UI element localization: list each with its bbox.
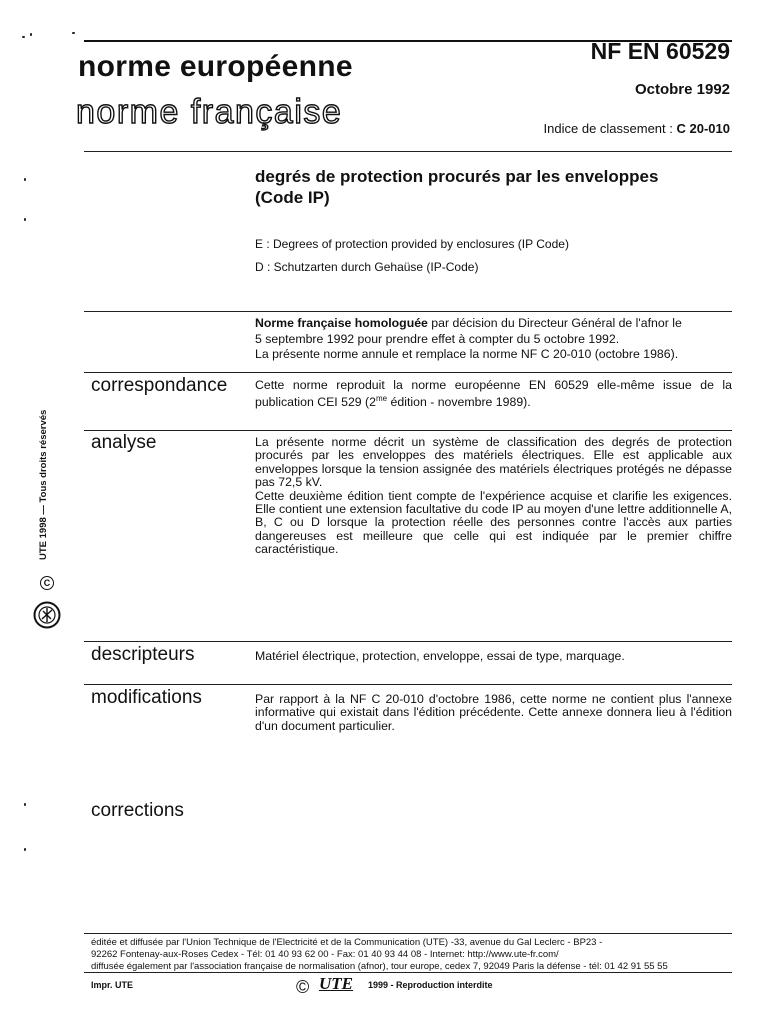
homologation-lead: Norme française homologuée xyxy=(255,316,428,330)
homologation-line2: 5 septembre 1992 pour prendre effet à compter du 5 octobre 1992. xyxy=(255,331,620,346)
analyse-paragraph-1: La présente norme décrit un système de classification des degrés de protection procurés par les enveloppes des matériels électriques. Elle est applicable aux enveloppes lorsque la tension assignée des matériels électriques protégés ne dépasse pas 72,5 kV. xyxy=(255,435,732,490)
section-text-modifications: Par rapport à la NF C 20-010 d'octobre 1986, cette norme ne contient plus l'annexe informative qui existait dans l'édition précédente. Cette annexe donnera lieu à l'édition d'un document particulier. xyxy=(255,692,732,733)
classification-label: Indice de classement : xyxy=(543,121,673,136)
classification-index xyxy=(544,121,730,136)
standard-number: NF EN 60529 xyxy=(590,38,730,64)
analyse-paragraph-2: Cette deuxième édition tient compte de l'expérience acquise et clarifie les exigences. Elle contient une extension facultative du code IP au moyen d'une lettre additionnelle A, B, C ou D lorsque la protection réelle des personnes contre l'accès aux parties dangereuses est meilleure que celle qui est indiquée par le premier chiffre caractéristique. xyxy=(255,488,732,557)
section-label-corrections: corrections xyxy=(91,800,184,821)
document-title-line1: degrés de protection procurés par les enveloppes xyxy=(255,167,659,186)
section-label-correspondance: correspondance xyxy=(91,375,228,396)
side-credit-text: UTE 1998 — Tous droits réservés xyxy=(38,409,49,560)
seal-icon xyxy=(33,601,61,629)
document-title xyxy=(255,166,725,208)
standard-date: Octobre 1992 xyxy=(634,81,730,98)
homologation-line3: La présente norme annule et remplace la norme NF C 20-010 (octobre 1986). xyxy=(255,347,679,361)
classification-value: C 20-010 xyxy=(676,121,730,136)
homologation-block xyxy=(255,316,735,363)
homologation-line1: par décision du Directeur Général de l'afnor le xyxy=(427,316,682,330)
section-text-analyse xyxy=(255,436,732,557)
section-text-descripteurs: Matériel électrique, protection, enveloppe, essai de type, marquage. xyxy=(255,649,625,663)
imprint: Impr. UTE xyxy=(91,980,134,990)
ute-logo: UTE xyxy=(319,974,353,993)
footer-line3: diffusée également par l'association française de normalisation (afnor), tour europe, cedex 7, 92049 Paris la défense - tél: 01 42 91 55 55 xyxy=(91,960,668,972)
section-text-correspondance: Cette norme reproduit la norme européenne EN 60529 elle-même issue de la publication CEI 529 ($2^{me}$ édition - novembre 1989). xyxy=(255,378,732,410)
footer-line1: éditée et diffusée par l'Union Technique de l'Electricité et de la Communication (UTE) -33, avenue du Gal Leclerc - BP23 - xyxy=(91,937,603,948)
circle-c-mark: C xyxy=(40,576,54,590)
footer-line2: 92262 Fontenay-aux-Roses Cedex - Tél: 01 40 93 62 00 - Fax: 01 40 93 44 08 - Internet: http://www.ute-fr.com/ xyxy=(91,948,559,960)
translation-english: E : Degrees of protection provided by enclosures (IP Code) xyxy=(255,237,569,251)
section-label-analyse: analyse xyxy=(91,432,157,453)
document-title-line2: (Code IP) xyxy=(255,188,330,207)
reproduction-notice: 1999 - Reproduction interdite xyxy=(368,980,493,990)
title-european: norme européenne xyxy=(78,50,353,83)
translation-german: D : Schutzarten durch Gehaüse (IP-Code) xyxy=(255,260,479,274)
section-label-modifications: modifications xyxy=(91,687,202,708)
title-french: norme française xyxy=(76,93,343,131)
copyright-symbol: © xyxy=(296,977,310,997)
section-label-descripteurs: descripteurs xyxy=(91,644,195,665)
footer-publisher xyxy=(91,937,731,972)
